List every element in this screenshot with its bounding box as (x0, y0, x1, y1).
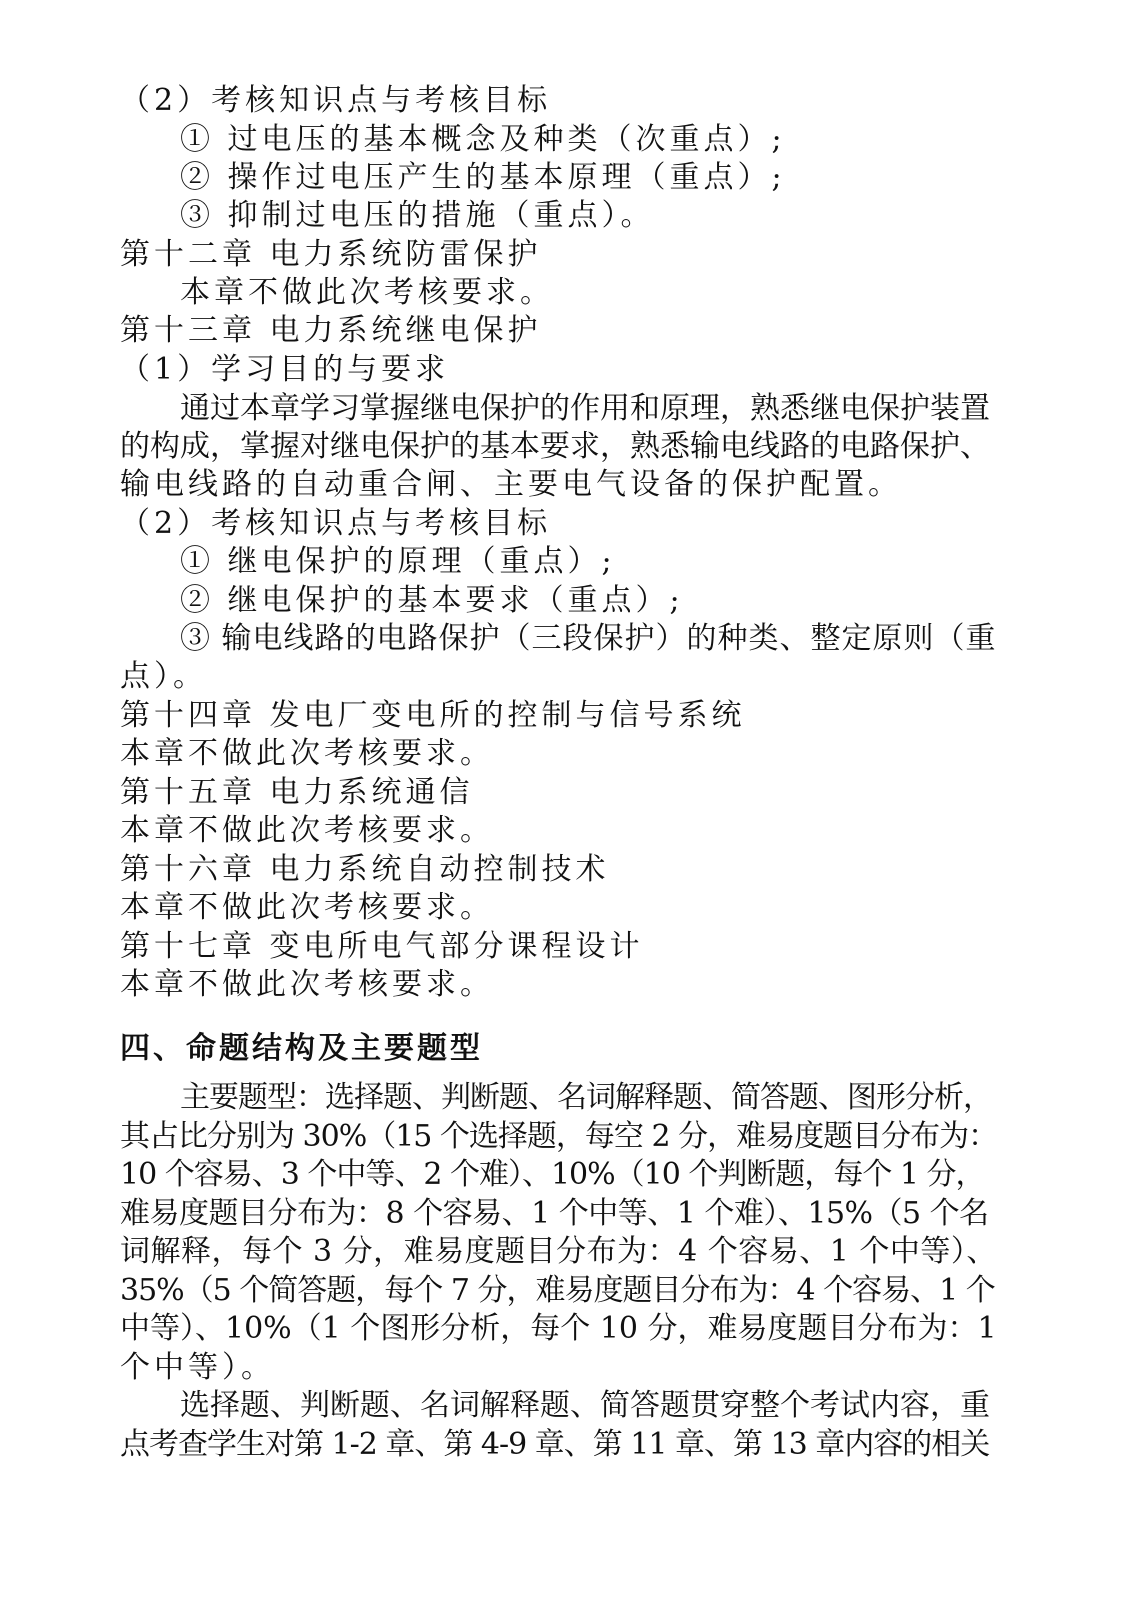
paragraph-line: 词解释，每个 3 分，难易度题目分布为：4 个容易、1 个中等）、 (120, 1234, 997, 1269)
paragraph-line: 中等）、10%（1 个图形分析，每个 10 分，难易度题目分布为：1 (120, 1311, 997, 1346)
paragraph-line: 通过本章学习掌握继电保护的作用和原理，熟悉继电保护装置 (180, 391, 990, 426)
list-item: ② 操作过电压产生的基本原理（重点）; (180, 160, 786, 195)
chapter-title: 第十四章 发电厂变电所的控制与信号系统 (120, 698, 746, 733)
list-item: ① 过电压的基本概念及种类（次重点）; (180, 122, 786, 157)
paragraph-line: 个中等）。 (120, 1350, 275, 1385)
chapter-title: 第十六章 电力系统自动控制技术 (120, 852, 610, 887)
paragraph-line: 35%（5 个简答题，每个 7 分，难易度题目分布为：4 个容易、1 个 (120, 1273, 995, 1308)
chapter-title: 第十五章 电力系统通信 (120, 775, 474, 810)
chapter-title: 第十二章 电力系统防雷保护 (120, 237, 542, 272)
subsection-title: （2）考核知识点与考核目标 (120, 83, 552, 118)
list-item: ③ 输电线路的电路保护（三段保护）的种类、整定原则（重 (180, 621, 997, 656)
paragraph-line: 点考查学生对第 1-2 章、第 4-9 章、第 11 章、第 13 章内容的相关 (120, 1427, 990, 1462)
paragraph-line: 本章不做此次考核要求。 (120, 736, 494, 771)
subsection-title: （2）考核知识点与考核目标 (120, 506, 552, 541)
chapter-title: 第十七章 变电所电气部分课程设计 (120, 929, 644, 964)
paragraph-line: 的构成，掌握对继电保护的基本要求，熟悉输电线路的电路保护、 (120, 429, 990, 464)
chapter-title: 第十三章 电力系统继电保护 (120, 313, 542, 348)
paragraph-line: 其占比分别为 30%（15 个选择题，每空 2 分，难易度题目分布为： (120, 1119, 998, 1154)
paragraph-line: 难易度题目分布为：8 个容易、1 个中等、1 个难）、15%（5 个名 (120, 1196, 989, 1231)
paragraph-line: 点）。 (120, 659, 207, 694)
paragraph-line: 本章不做此次考核要求。 (180, 275, 554, 310)
section-heading: 四、命题结构及主要题型 (120, 1031, 483, 1066)
paragraph-line: 本章不做此次考核要求。 (120, 813, 494, 848)
paragraph-line: 选择题、判断题、名词解释题、简答题贯穿整个考试内容，重 (180, 1388, 990, 1423)
list-item: ② 继电保护的基本要求（重点）; (180, 583, 684, 618)
paragraph-line: 输电线路的自动重合闸、主要电气设备的保护配置。 (120, 467, 902, 502)
paragraph-line: 本章不做此次考核要求。 (120, 967, 494, 1002)
list-item: ① 继电保护的原理（重点）; (180, 544, 616, 579)
subsection-title: （1）学习目的与要求 (120, 352, 450, 387)
paragraph-line: 本章不做此次考核要求。 (120, 890, 494, 925)
paragraph-line: 10 个容易、3 个中等、2 个难）、10%（10 个判断题，每个 1 分， (120, 1157, 985, 1192)
paragraph-line: 主要题型：选择题、判断题、名词解释题、简答题、图形分析， (180, 1080, 992, 1115)
list-item: ③ 抑制过电压的措施（重点）。 (180, 198, 655, 233)
